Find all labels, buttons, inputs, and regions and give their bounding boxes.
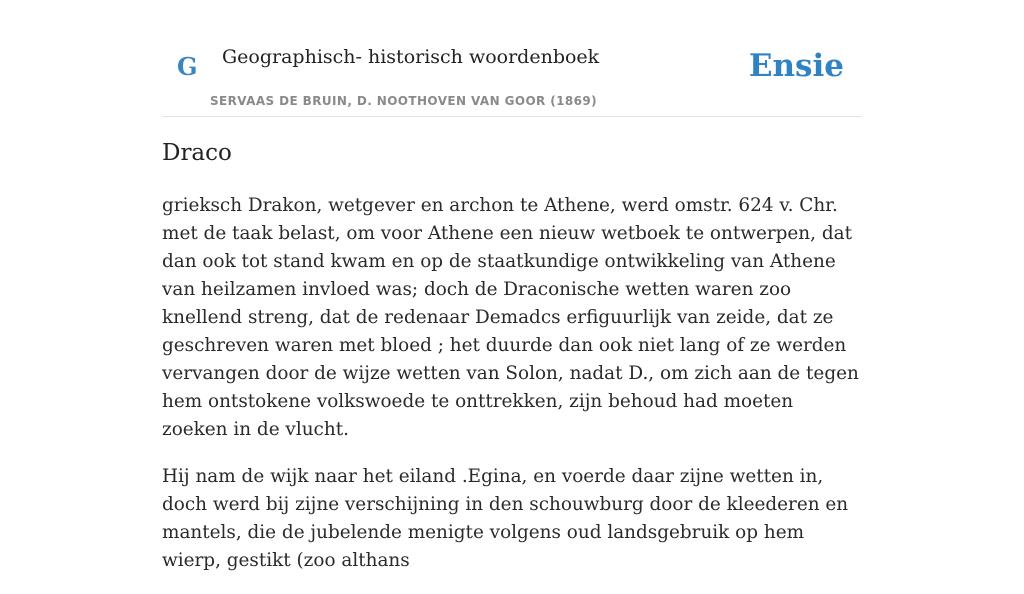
book-title-link[interactable]: Geographisch- historisch woordenboek (222, 46, 600, 68)
entry-title: Draco (162, 140, 232, 166)
ensie-logo-link[interactable]: Ensie (748, 48, 844, 84)
book-author: SERVAAS DE BRUIN, D. NOOTHOVEN VAN GOOR (1869) (210, 94, 598, 108)
book-header (162, 0, 862, 117)
entry-paragraph-1: grieksch Drakon, wetgever en archon te Athene, werd omstr. 624 v. Chr. met de taak belast, om voor Athene een nieuw wetboek te ontwerpen, dat dan ook tot stand kwam en op de staatkundige ontwikkeling van Athene van heilzamen invloed was; doch de Draconische wetten waren zoo knellend streng, dat de redenaar Demadcs erfiguurlijk van zeide, dat ze geschreven waren met bloed ; het duurde dan ook niet lang of ze werden vervangen door de wijze wetten van Solon, nadat D., om zich aan de tegen hem ontstokene volkswoede te onttrekken, zijn behoud had moeten zoeken in de vlucht. (162, 195, 859, 440)
entry-paragraph-2: Hij nam de wijk naar het eiland .Egina, en voerde daar zijne wetten in, doch werd bij zijne verschijning in den schouwburg door de kleederen en mantels, die de jubelende menigte volgens oud landsgebruik op hem wierp, gestikt (zoo althans (162, 466, 849, 571)
book-letter-icon[interactable]: G (177, 52, 198, 81)
entry-body (162, 192, 862, 594)
